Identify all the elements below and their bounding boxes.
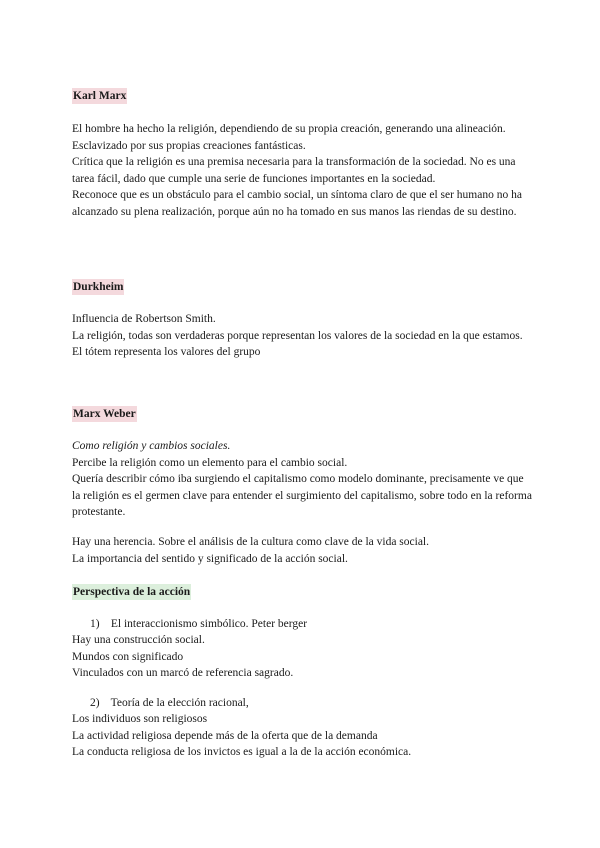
paragraph: Hay una construcción social. [72,634,205,646]
list-number: 1) [90,618,100,630]
paragraph: La religión, todas son verdaderas porque representan los valores de la sociedad en la que estamos. [72,329,523,342]
paragraph: El hombre ha hecho la religión, dependiendo de su propia creación, generando una alineación. [72,123,506,135]
list-item-2 [90,695,249,711]
section-body-weber-2 [72,534,532,567]
section-heading-accion: Perspectiva de la acción [73,586,191,598]
list-item-1-body [72,632,532,682]
paragraph: Mundos con significado [72,650,184,663]
paragraph: Los individuos son religiosos [72,713,208,725]
section-body-durkheim [72,311,532,361]
section-heading-durkheim: Durkheim [73,281,124,293]
list-label: El interaccionismo simbólico. Peter berger [110,618,308,630]
section-heading-weber: Marx Weber [73,408,136,420]
paragraph: La conducta religiosa de los invictos es igual a la de la acción económica. [72,746,412,758]
paragraph: Reconoce que es un obstáculo para el cambio social, un síntoma claro de que el ser humano no ha alcanzado su plena realización, porque aún no ha tomado en sus manos las riendas de su destino. [72,189,522,218]
paragraph: Percibe la religión como un elemento para el cambio social. [72,456,348,469]
list-label: Teoría de la elección racional, [110,697,249,709]
paragraph: La actividad religiosa depende más de la oferta que de la demanda [72,729,378,742]
paragraph: La importancia del sentido y significado de la acción social. [72,552,348,565]
list-item-2-body [72,711,532,761]
paragraph: Vinculados con un marcó de referencia sagrado. [72,667,294,679]
section-body-weber [72,438,532,521]
paragraph: Esclavizado por sus propias creaciones fantásticas. [72,139,306,152]
list-number: 2) [90,697,100,709]
section-heading-marx: Karl Marx [73,90,127,102]
paragraph: Quería describir cómo iba surgiendo el capitalismo como modelo dominante, precisamente ve que la religión es el germen clave para entender el surgimiento del capitalismo, sobre todo en la reforma protestante. [72,473,532,518]
paragraph: El tótem representa los valores del grupo [72,346,261,358]
section-subtitle: Como religión y cambios sociales. [72,440,231,452]
paragraph: Influencia de Robertson Smith. [72,313,216,325]
paragraph: Hay una herencia. Sobre el análisis de la cultura como clave de la vida social. [72,536,429,548]
list-item-1 [90,616,307,632]
section-body-marx [72,121,532,220]
paragraph: Crítica que la religión es una premisa necesaria para la transformación de la sociedad. No es una tarea fácil, dado que cumple una serie de funciones importantes en la sociedad. [72,156,516,185]
